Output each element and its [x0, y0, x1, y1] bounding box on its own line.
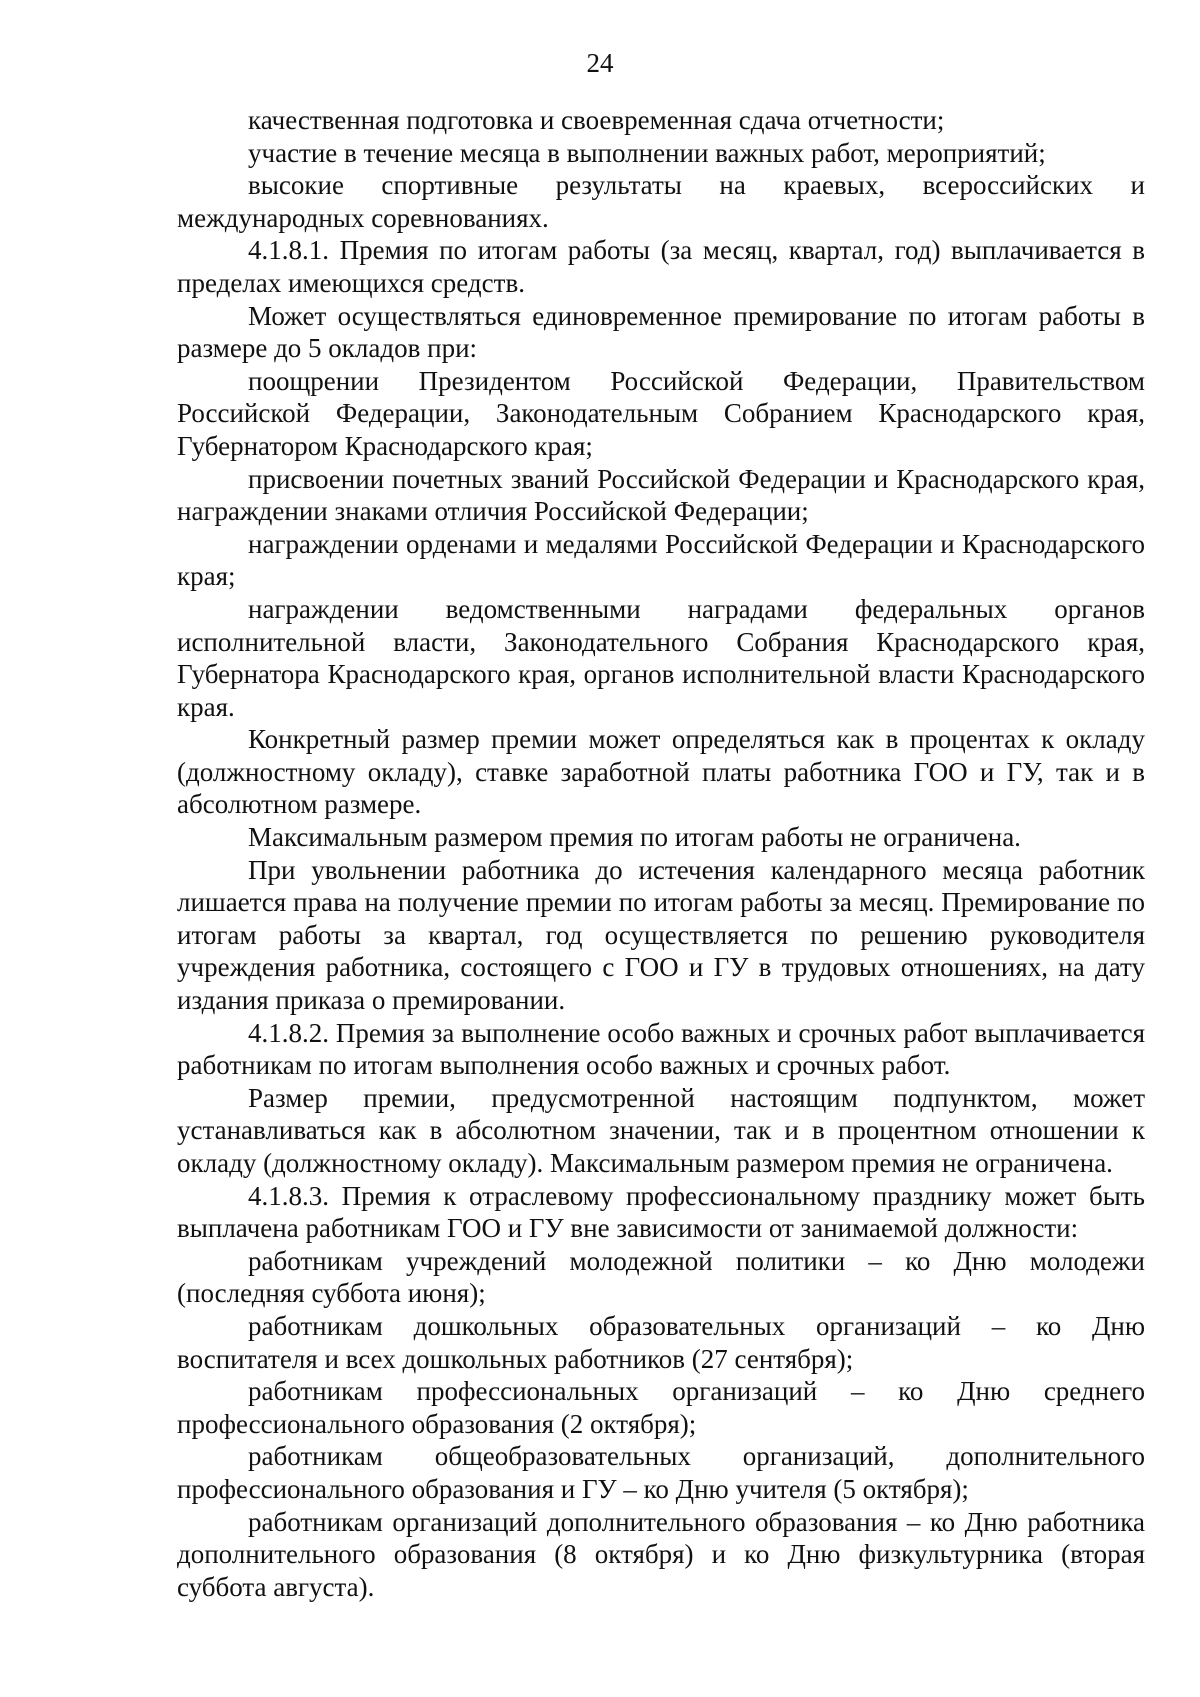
paragraph: работникам учреждений молодежной политики – ко Дню молодежи (последняя суббота июня);	[177, 1245, 1145, 1309]
paragraph: Размер премии, предусмотренной настоящим подпунктом, может устанавливаться как в абсолютном значении, так и в процентном отношении к окладу (должностному окладу). Максимальным размером премия не ограничена.	[177, 1082, 1145, 1178]
paragraph: 4.1.8.3. Премия к отраслевому профессиональному празднику может быть выплачена работникам ГОО и ГУ вне зависимости от занимаемой должности:	[177, 1180, 1145, 1244]
paragraph: качественная подготовка и своевременная сдача отчетности;	[248, 105, 945, 135]
document-body	[177, 104, 1145, 1603]
paragraph: Конкретный размер премии может определяться как в процентах к окладу (должностному окладу), ставке заработной платы работника ГОО и ГУ, так и в абсолютном размере.	[177, 724, 1145, 820]
paragraph: высокие спортивные результаты на краевых, всероссийских и международных соревнованиях.	[177, 170, 1145, 233]
paragraph: участие в течение месяца в выполнении важных работ, мероприятий;	[248, 137, 1046, 168]
paragraph: 4.1.8.2. Премия за выполнение особо важных и срочных работ выплачивается работникам по итогам выполнения особо важных и срочных работ.	[177, 1017, 1145, 1081]
paragraph: награждении орденами и медалями Российской Федерации и Краснодарского края;	[177, 528, 1145, 592]
paragraph: Максимальным размером премия по итогам работы не ограничена.	[248, 822, 1021, 853]
paragraph: При увольнении работника до истечения календарного месяца работник лишается права на получение премии по итогам работы за месяц. Премирование по итогам работы за квартал, год осуществляется по решению руководителя учреждения работника, состоящего с ГОО и ГУ в трудовых отношениях, на дату издания приказа о премировании.	[177, 854, 1145, 1016]
paragraph: поощрении Президентом Российской Федерации, Правительством Российской Федерации, Законодательным Собранием Краснодарского края, Губернатором Краснодарского края;	[177, 365, 1145, 461]
paragraph: присвоении почетных званий Российской Федерации и Краснодарского края, награждении знаками отличия Российской Федерации;	[177, 463, 1145, 527]
paragraph: работникам профессиональных организаций – ко Дню среднего профессионального образования (2 октября);	[177, 1376, 1145, 1439]
page-number: 24	[586, 48, 614, 78]
paragraph: работникам организаций дополнительного образования – ко Дню работника дополнительного образования (8 октября) и ко Дню физкультурника (вторая суббота августа).	[177, 1506, 1145, 1602]
paragraph: работникам общеобразовательных организаций, дополнительного профессионального образования и ГУ – ко Дню учителя (5 октября);	[177, 1441, 1145, 1504]
paragraph: Может осуществляться единовременное премирование по итогам работы в размере до 5 окладов при:	[177, 300, 1145, 364]
paragraph: награждении ведомственными наградами федеральных органов исполнительной власти, Законодательного Собрания Краснодарского края, Губернатора Краснодарского края, органов исполнительной власти Краснодарского края.	[177, 593, 1145, 722]
paragraph: 4.1.8.1. Премия по итогам работы (за месяц, квартал, год) выплачивается в пределах имеющихся средств.	[177, 235, 1145, 298]
paragraph: работникам дошкольных образовательных организаций – ко Дню воспитателя и всех дошкольных работников (27 сентября);	[177, 1310, 1145, 1374]
